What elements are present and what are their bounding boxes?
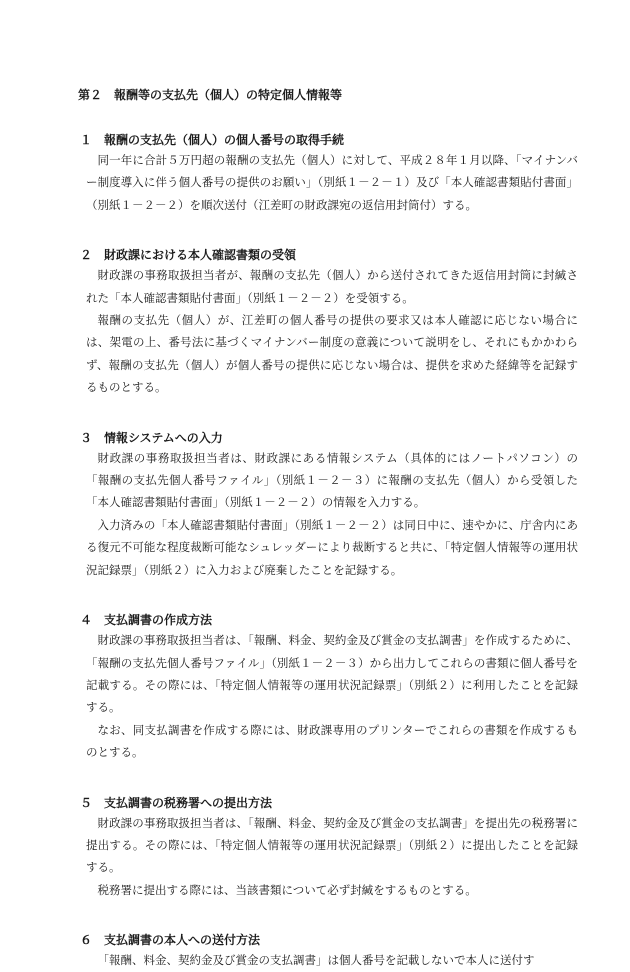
paragraph: 税務署に提出する際には、当該書類について必ず封緘をするものとする。	[97, 882, 477, 897]
section-heading: ６ 支払調書の本人への送付方法	[80, 933, 261, 948]
section-4	[78, 611, 578, 763]
paragraph: 報酬の支払先（個人）が、江差町の個人番号の提供の要求又は本人確認に応じない場合には、架電の上、番号法に基づくマイナンバー制度の意義について説明をし、それにもかかわらず、報酬の支払先（個人）が個人番号の提供に応じない場合は、提供を求めた経緯等を記録するものとする。	[86, 313, 578, 395]
paragraph: 財政課の事務取扱担当者は、「報酬、料金、契約金及び賞金の支払調書」を作成するために、「報酬の支払先個人番号ファイル」（別紙１－２－３）から出力してこれらの書類に個人番号を記載する。その際には、「特定個人情報等の運用状況記録票」（別紙２）に利用したことを記録する。	[86, 633, 578, 715]
section-heading: ２ 財政課における本人確認書類の受領	[80, 248, 297, 263]
section-3	[78, 429, 578, 581]
section-6	[78, 931, 578, 971]
paragraph: 財政課の事務取扱担当者が、報酬の支払先（個人）から送付されてきた返信用封筒に封緘された「本人確認書類貼付書面」（別紙１－２－２）を受領する。	[86, 268, 578, 305]
section-heading: ５ 支払調書の税務署への提出方法	[80, 795, 273, 810]
section-1	[78, 131, 578, 216]
section-5	[78, 794, 578, 902]
paragraph: 財政課の事務取扱担当者は、「報酬、料金、契約金及び賞金の支払調書」を提出先の税務署に提出する。その際には、「特定個人情報等の運用状況記録票」（別紙２）に提出したことを記録する。	[86, 815, 578, 875]
section-heading: １ 報酬の支払先（個人）の個人番号の取得手続	[80, 133, 345, 147]
paragraph: 同一年に合計５万円超の報酬の支払先（個人）に対して、平成２８年１月以降、「マイナンバー制度導入に伴う個人番号の提供のお願い」（別紙１－２－１）及び「本人確認書類貼付書面」（別紙１－２－２）を順次送付（江差町の財政課宛の返信用封筒付）する。	[86, 153, 578, 212]
section-2	[78, 246, 578, 398]
section-heading: ４ 支払調書の作成方法	[80, 613, 213, 628]
paragraph: 財政課の事務取扱担当者は、財政課にある情報システム（具体的にはノートパソコン）の「報酬の支払先個人番号ファイル」（別紙１－２－３）に報酬の支払先（個人）から受領した「本人確認書類貼付書面」（別紙１－２－２）の情報を入力する。	[86, 450, 578, 510]
paragraph: なお、同支払調書を作成する際には、財政課専用のプリンターでこれらの書類を作成するものとする。	[86, 722, 578, 760]
paragraph: 「報酬、料金、契約金及び賞金の支払調書」は個人番号を記載しないで本人に送付す	[97, 953, 535, 968]
section-heading: ３ 情報システムへの入力	[80, 430, 223, 445]
paragraph: 入力済みの「本人確認書類貼付書面」（別紙１－２－２）は同日中に、速やかに、庁舎内にある復元不可能な程度裁断可能なシュレッダーにより裁断すると共に、「特定個人情報等の運用状況記録票」（別紙２）に入力および廃棄したことを記録する。	[86, 517, 578, 577]
document-title: 第２ 報酬等の支払先（個人）の特定個人情報等	[78, 88, 343, 102]
